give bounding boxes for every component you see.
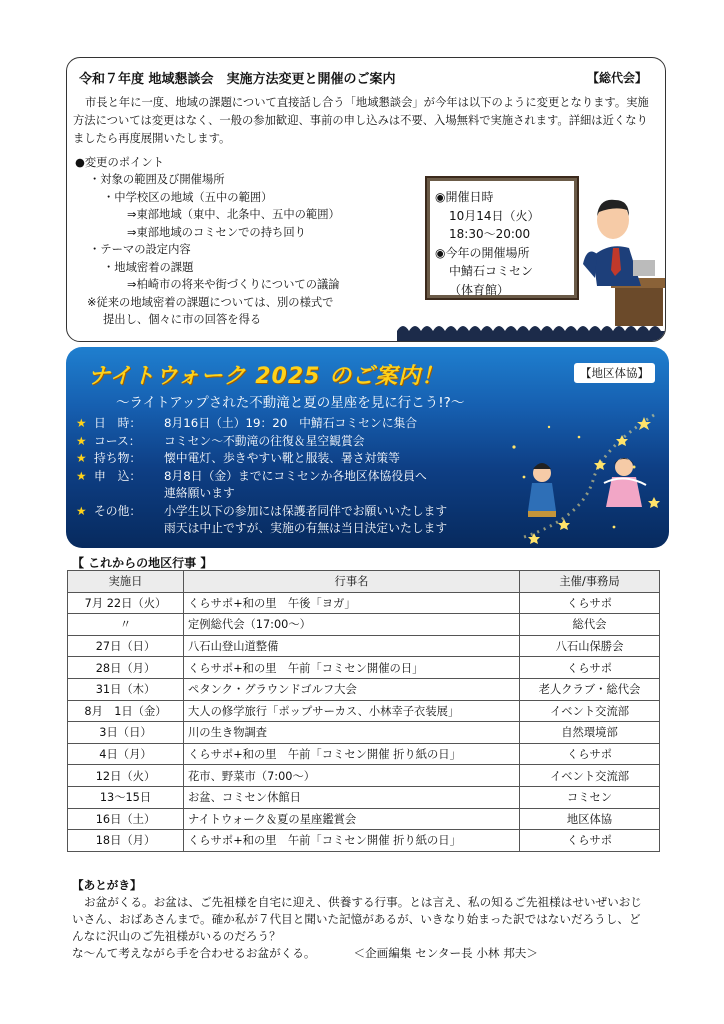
table-row (68, 592, 660, 614)
star-icon: ★ (76, 433, 87, 448)
cell-organizer: 自然環境部 (520, 722, 660, 744)
cell-organizer: くらサポ (520, 592, 660, 614)
table-row (68, 765, 660, 787)
cell-event: くらサポ+和の里 午前「コミセン開催の日」 (184, 657, 520, 679)
point-note: ※従来の地域密着の課題については、別の様式で (87, 296, 334, 309)
detail-label: 日 時： (94, 416, 142, 430)
cell-event: 花市、野菜市（7:00～） (184, 765, 520, 787)
board-venue-label: ◉今年の開催場所 (435, 245, 530, 260)
cell-date: 8月 1日（金） (68, 700, 184, 722)
cell-date: 〃 (68, 614, 184, 636)
point-note: 提出し、個々に市の回答を得る (103, 313, 262, 326)
schedule-board (425, 176, 579, 300)
detail-row (76, 485, 447, 503)
point-item: ⇒柏崎市の将来や街づくりについての議論 (127, 278, 340, 291)
cell-date: 27日（日） (68, 635, 184, 657)
cell-event: くらサポ+和の里 午前「コミセン開催 折り紙の日」 (184, 830, 520, 852)
cell-organizer: イベント交流部 (520, 765, 660, 787)
events-table (67, 570, 660, 852)
cell-date: 7月 22日（火） (68, 592, 184, 614)
table-header-row (68, 571, 660, 593)
meeting-notice-box (66, 57, 666, 342)
cell-organizer: くらサポ (520, 657, 660, 679)
detail-label: その他： (94, 503, 142, 518)
notice-title: 令和７年度 地域懇談会 実施方法変更と開催のご案内 (79, 72, 396, 87)
afterword-last-line: な～んて考えながら手を合わせるお盆がくる。 (72, 946, 316, 960)
detail-label: 申 込： (94, 468, 142, 483)
cell-date: 16日（土） (68, 808, 184, 830)
detail-text: 8月16日（土）19：20 中鯖石コミセンに集合 (164, 416, 418, 430)
table-row (68, 635, 660, 657)
cell-organizer: 総代会 (520, 614, 660, 636)
point-item: ・地域密着の課題 (103, 261, 194, 274)
afterword-signature: ＜企画編集 センター長 小林 邦夫＞ (353, 946, 538, 960)
board-time: 18:30～20:00 (449, 227, 531, 241)
detail-row (76, 503, 447, 521)
speaker-illustration (575, 186, 666, 326)
detail-text: 連絡願います (164, 486, 235, 500)
tanabata-illustration (504, 407, 669, 548)
cell-event: 八石山登山道整備 (184, 635, 520, 657)
board-venue-detail: （体育館） (449, 282, 510, 297)
cell-organizer: 地区体協 (520, 808, 660, 830)
table-row (68, 657, 660, 679)
star-icon: ★ (76, 451, 87, 465)
cell-organizer: くらサポ (520, 830, 660, 852)
cell-event: くらサポ+和の里 午前「コミセン開催 折り紙の日」 (184, 743, 520, 765)
afterword (72, 877, 652, 962)
nightwalk-title: ナイトウォーク 2025 のご案内！ (88, 364, 445, 389)
afterword-heading: 【あとがき】 (72, 878, 142, 892)
cell-date: 13～15日 (68, 786, 184, 808)
cell-event: 川の生き物調査 (184, 722, 520, 744)
notice-intro: 市長と年に一度、地域の課題について直接話し合う「地域懇談会」が今年は以下のように変更となります。実施方法については変更はなく、一般の参加歓迎、事前の申し込みは不要、入場無料で実施されます。詳細は近くなりましたら再度展開いたします。 (73, 96, 649, 145)
point-item: ・テーマの設定内容 (89, 243, 191, 256)
header-organizer: 主催/事務局 (520, 571, 660, 593)
star-icon: ★ (76, 468, 87, 483)
audience-illustration (397, 317, 666, 341)
nightwalk-badge: 【地区体協】 (574, 363, 655, 383)
cell-organizer: イベント交流部 (520, 700, 660, 722)
cell-event: ナイトウォーク＆夏の星座鑑賞会 (184, 808, 520, 830)
detail-text: 小学生以下の参加には保護者同伴でお願いいたします (164, 503, 448, 518)
detail-label: 持ち物： (94, 451, 142, 465)
cell-event: ペタンク・グラウンドゴルフ大会 (184, 678, 520, 700)
board-venue: 中鯖石コミセン (449, 264, 534, 278)
header-event: 行事名 (184, 571, 520, 593)
table-row (68, 830, 660, 852)
cell-organizer: 老人クラブ・総代会 (520, 678, 660, 700)
table-row (68, 678, 660, 700)
star-icon: ★ (76, 503, 87, 518)
detail-row (76, 468, 447, 486)
detail-text: コミセン～不動滝の往復＆星空観賞会 (164, 433, 365, 448)
cell-event: くらサポ+和の里 午後「ヨガ」 (184, 592, 520, 614)
point-item: ・対象の範囲及び開催場所 (89, 173, 225, 186)
detail-text: 雨天は中止ですが、実施の有無は当日決定いたします (164, 521, 448, 535)
cell-event: 定例総代会（17:00～） (184, 614, 520, 636)
point-item: ⇒東部地域のコミセンでの持ち回り (127, 226, 306, 239)
detail-text: 懐中電灯、歩きやすい靴と服装、暑さ対策等 (164, 451, 400, 465)
detail-label (94, 520, 164, 538)
detail-label: コース： (94, 433, 141, 448)
board-date-label: ◉開催日時 (435, 190, 494, 204)
detail-row (76, 415, 447, 433)
table-row (68, 722, 660, 744)
cell-event: お盆、コミセン休館日 (184, 786, 520, 808)
afterword-body: お盆がくる。お盆は、ご先祖様を自宅に迎え、供養する行事。とは言え、私の知るご先祖様はせいぜいおじいさん、おばあさんまで。確か私が７代目と聞いた記憶があるが、いきなり始まった訳ではないだろうし、どんなに沢山のご先祖様がいるのだろう？ (72, 895, 642, 943)
cell-date: 12日（火） (68, 765, 184, 787)
point-item: ⇒東部地域（東中、北条中、五中の範囲） (127, 208, 340, 221)
detail-row (76, 520, 447, 538)
detail-row (76, 433, 447, 451)
table-row (68, 700, 660, 722)
cell-date: 28日（月） (68, 657, 184, 679)
point-item: ・中学校区の地域（五中の範囲） (103, 191, 273, 204)
notice-tag: 【総代会】 (586, 71, 647, 85)
cell-date: 3日（日） (68, 722, 184, 744)
nightwalk-box (66, 347, 669, 548)
table-row (68, 614, 660, 636)
detail-row (76, 450, 447, 468)
star-icon (76, 485, 94, 503)
header-date: 実施日 (68, 571, 184, 593)
events-section-title: 【 これからの地区行事 】 (72, 556, 213, 570)
table-row (68, 808, 660, 830)
cell-organizer: くらサポ (520, 743, 660, 765)
points-heading: ●変更のポイント (75, 156, 164, 169)
table-row (68, 786, 660, 808)
star-icon: ★ (76, 416, 87, 430)
detail-text: 8月8日（金）までにコミセンか各地区体協役員へ (164, 468, 427, 483)
star-icon (76, 520, 94, 538)
nightwalk-details (76, 415, 447, 538)
cell-organizer: 八石山保勝会 (520, 635, 660, 657)
table-row (68, 743, 660, 765)
detail-label (94, 485, 164, 503)
cell-event: 大人の修学旅行「ポップサーカス、小林幸子衣装展」 (184, 700, 520, 722)
board-date: 10月14日（火） (449, 208, 540, 223)
cell-date: 31日（木） (68, 678, 184, 700)
cell-organizer: コミセン (520, 786, 660, 808)
cell-date: 18日（月） (68, 830, 184, 852)
cell-date: 4日（月） (68, 743, 184, 765)
nightwalk-subtitle: ～ライトアップされた不動滝と夏の星座を見に行こう!?～ (116, 395, 465, 411)
